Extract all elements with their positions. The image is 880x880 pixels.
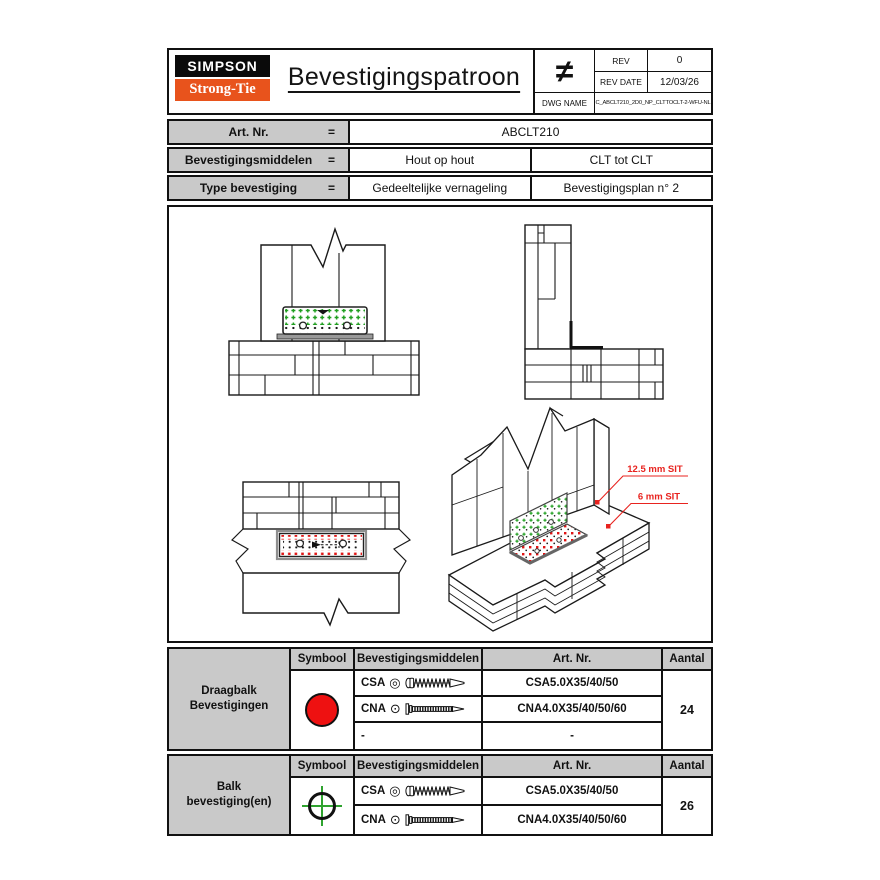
revision-box xyxy=(533,50,711,113)
spec-label: Bevestigingsmiddelen xyxy=(184,153,313,167)
artnr-value: CSA5.0X35/40/50 xyxy=(483,778,663,806)
column-header-artnr: Art. Nr. xyxy=(483,756,663,778)
table-row-header: Balk bevestiging(en) xyxy=(169,756,291,834)
fastener-code: CNA xyxy=(361,703,386,715)
angle-bracket-front xyxy=(283,307,367,334)
spec-table xyxy=(167,119,713,201)
fastener-code: CNA xyxy=(361,814,386,826)
drawing-sheet xyxy=(167,48,713,836)
fastener-table-draagbalk xyxy=(167,647,713,751)
column-header-aantal: Aantal xyxy=(663,649,711,671)
fastener-code: CSA xyxy=(361,677,386,689)
artnr-value: CNA4.0X35/40/50/60 xyxy=(483,697,663,723)
symbol-cell xyxy=(291,778,355,834)
rev-value: 0 xyxy=(648,50,711,72)
symbol-cell xyxy=(291,671,355,749)
spec-row-type xyxy=(167,175,713,201)
spec-value-right: Bevestigingsplan n° 2 xyxy=(530,177,712,199)
cna-dot-icon: ⊙ xyxy=(389,701,401,717)
dwg-name-value: C_ABCLT210_2D0_NP_CLTTOCLT-2-WFU-NL xyxy=(595,100,711,106)
screw-icon xyxy=(405,785,467,797)
column-header-symbool: Symbool xyxy=(291,649,355,671)
spec-row-artnr xyxy=(167,119,713,145)
cna-dot-icon: ⊙ xyxy=(389,812,401,828)
drawing-area xyxy=(167,205,713,643)
column-header-aantal: Aantal xyxy=(663,756,711,778)
simpson-strongtie-logo xyxy=(169,50,275,113)
spec-label: Type bevestiging xyxy=(199,181,298,195)
fastener-code: CSA xyxy=(361,785,386,797)
column-header-bevestigingsmiddelen: Bevestigingsmiddelen xyxy=(355,649,483,671)
csa-ring-icon: ◎ xyxy=(389,675,401,691)
crosshair-symbol-icon xyxy=(299,785,345,827)
artnr-value: CSA5.0X35/40/50 xyxy=(483,671,663,697)
column-header-symbool: Symbool xyxy=(291,756,355,778)
qty-value: 24 xyxy=(663,671,711,749)
annotation-6mm-sit: 6 mm SIT xyxy=(637,491,681,503)
bracket-profile xyxy=(570,321,603,348)
not-equal-icon: ≠ xyxy=(535,50,595,93)
front-view-drawing xyxy=(225,223,425,408)
csa-ring-icon: ◎ xyxy=(389,783,401,799)
screw-icon xyxy=(405,677,467,689)
dwg-name-label: DWG NAME xyxy=(535,93,595,113)
equals-sign: = xyxy=(328,181,336,195)
fastener-table-balk xyxy=(167,754,713,836)
title-block xyxy=(167,48,713,115)
annotation-12-5mm-sit: 12.5 mm SIT xyxy=(627,464,683,475)
spec-row-middelen xyxy=(167,147,713,173)
red-circle-symbol-icon xyxy=(305,693,339,727)
spec-value-left: Hout op hout xyxy=(405,153,475,167)
fastener-cell-csa xyxy=(355,671,483,697)
rev-label: REV xyxy=(595,50,648,72)
spec-value-artnr: ABCLT210 xyxy=(501,125,560,139)
equals-sign: = xyxy=(328,153,336,167)
logo-strongtie: Strong-Tie xyxy=(175,79,270,101)
spec-value-right: CLT tot CLT xyxy=(530,149,712,171)
fastener-cell-cna xyxy=(355,806,483,834)
page-title: Bevestigingspatroon xyxy=(287,63,521,91)
logo-simpson: SIMPSON xyxy=(175,55,270,77)
side-view-drawing xyxy=(521,219,681,414)
fastener-cell-csa xyxy=(355,778,483,806)
equals-sign: = xyxy=(328,125,336,139)
nail-icon xyxy=(405,703,467,715)
rev-date-label: REV DATE xyxy=(595,72,648,93)
column-header-bevestigingsmiddelen: Bevestigingsmiddelen xyxy=(355,756,483,778)
table-row-header: Draagbalk Bevestigingen xyxy=(169,649,291,749)
bracket-plan xyxy=(277,531,366,559)
artnr-value: - xyxy=(483,723,663,749)
fastener-cell-empty xyxy=(355,723,483,749)
qty-value: 26 xyxy=(663,778,711,834)
title-area xyxy=(275,50,533,113)
spec-label: Art. Nr. xyxy=(228,125,269,139)
nail-icon xyxy=(405,814,467,826)
iso-view-drawing xyxy=(437,405,705,645)
artnr-value: CNA4.0X35/40/50/60 xyxy=(483,806,663,834)
column-header-artnr: Art. Nr. xyxy=(483,649,663,671)
rev-date-value: 12/03/26 xyxy=(648,72,711,93)
plan-view-drawing xyxy=(227,455,417,645)
fastener-cell-cna xyxy=(355,697,483,723)
spec-value-left: Gedeeltelijke vernageling xyxy=(372,181,508,195)
fastener-code: - xyxy=(361,730,365,742)
